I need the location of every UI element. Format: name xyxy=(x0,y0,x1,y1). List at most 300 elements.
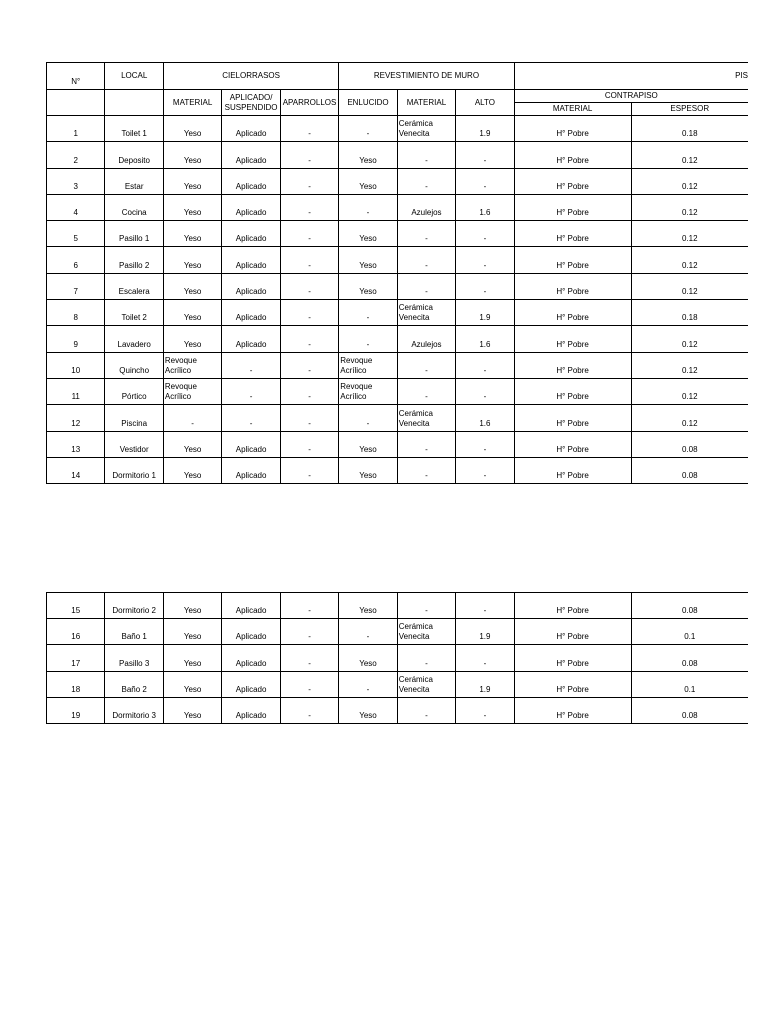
cell-text: - xyxy=(366,684,370,694)
cell-local: Cocina xyxy=(105,194,163,220)
cell-no: 6 xyxy=(47,247,105,273)
cell-aparrollos: - xyxy=(280,671,338,697)
header-cp-espesor: ESPESOR xyxy=(631,103,748,116)
cell-local: Lavadero xyxy=(105,326,163,352)
table-row xyxy=(47,431,749,457)
cell-cp-material: H° Pobre xyxy=(514,592,631,618)
cell-text: Revoque xyxy=(340,382,373,392)
cell-aplicado: - xyxy=(222,352,280,378)
cell-text: Venecita xyxy=(398,684,430,694)
cell-cp-espesor: 0.08 xyxy=(631,697,748,723)
cell-enlucido xyxy=(339,326,397,352)
cell-text: Cerámica xyxy=(398,622,433,632)
table-row xyxy=(47,273,749,299)
cell-wall-material xyxy=(397,697,455,723)
cell-aparrollos: - xyxy=(280,194,338,220)
cell-cp-material: H° Pobre xyxy=(514,300,631,326)
cell-cp-espesor: 0.12 xyxy=(631,378,748,404)
cell-wall-material xyxy=(397,592,455,618)
cell-no: 2 xyxy=(47,142,105,168)
cell-wall-material xyxy=(397,300,455,326)
cell-enlucido xyxy=(339,194,397,220)
cell-text: - xyxy=(366,418,370,428)
cell-text: Venecita xyxy=(398,418,430,428)
header-row-1 xyxy=(47,63,749,90)
cell-alto: 1.6 xyxy=(456,194,514,220)
table-row xyxy=(47,300,749,326)
table-body xyxy=(47,63,749,725)
cell-text: Yeso xyxy=(359,711,377,721)
cell-wall-material xyxy=(397,273,455,299)
cell-alto: - xyxy=(456,457,514,483)
cell-aplicado: Aplicado xyxy=(222,326,280,352)
cell-enlucido xyxy=(339,618,397,644)
header-enlucido: ENLUCIDO xyxy=(339,90,397,116)
cell-alto: - xyxy=(456,697,514,723)
cell-cp-espesor: 0.1 xyxy=(631,671,748,697)
cell-alto: - xyxy=(456,247,514,273)
cell-cp-espesor: 0.12 xyxy=(631,247,748,273)
spacer-cell xyxy=(280,724,338,725)
cell-alto: - xyxy=(456,168,514,194)
cell-cp-espesor: 0.12 xyxy=(631,352,748,378)
cell-cp-espesor: 0.18 xyxy=(631,300,748,326)
cell-alto: 1.9 xyxy=(456,300,514,326)
table-row xyxy=(47,168,749,194)
cell-text: - xyxy=(425,365,428,375)
header-cielorrasos: CIELORRASOS xyxy=(163,63,338,90)
cell-text: Revoque xyxy=(164,382,197,392)
cell-wall-material xyxy=(397,168,455,194)
cell-no: 15 xyxy=(47,592,105,618)
table-row xyxy=(47,194,749,220)
cell-cp-material: H° Pobre xyxy=(514,168,631,194)
cell-aplicado: Aplicado xyxy=(222,431,280,457)
cell-ceiling-material xyxy=(163,221,221,247)
table-row xyxy=(47,457,749,483)
cell-enlucido xyxy=(339,221,397,247)
cell-cp-espesor: 0.12 xyxy=(631,142,748,168)
cell-ceiling-material xyxy=(163,300,221,326)
table-row xyxy=(47,142,749,168)
cell-ceiling-material xyxy=(163,671,221,697)
cell-aparrollos: - xyxy=(280,645,338,671)
cell-text: Yeso xyxy=(359,234,377,244)
cell-cp-espesor: 0.12 xyxy=(631,194,748,220)
gap-cell xyxy=(47,484,749,592)
cell-wall-material xyxy=(397,378,455,404)
header-local-blank xyxy=(105,90,163,116)
cell-text: - xyxy=(425,287,428,297)
cell-cp-material: H° Pobre xyxy=(514,247,631,273)
cell-aplicado: Aplicado xyxy=(222,168,280,194)
cell-local: Pasillo 3 xyxy=(105,645,163,671)
cell-text: Acrílico xyxy=(164,392,192,402)
cell-ceiling-material xyxy=(163,273,221,299)
cell-aparrollos: - xyxy=(280,457,338,483)
cell-enlucido xyxy=(339,352,397,378)
cell-text: Yeso xyxy=(183,234,202,244)
cell-text: Revoque xyxy=(164,355,197,365)
table-row xyxy=(47,405,749,431)
cell-aplicado: Aplicado xyxy=(222,697,280,723)
cell-no: 17 xyxy=(47,645,105,671)
cell-text: Yeso xyxy=(183,605,202,615)
spacer-cell xyxy=(339,724,397,725)
cell-local: Estar xyxy=(105,168,163,194)
cell-cp-espesor: 0.12 xyxy=(631,273,748,299)
cell-ceiling-material xyxy=(163,378,221,404)
spacer-cell xyxy=(47,724,105,725)
header-aparrollos: APARROLLOS xyxy=(280,90,338,116)
cell-aplicado: Aplicado xyxy=(222,142,280,168)
header-no-blank xyxy=(47,90,105,116)
cell-aparrollos: - xyxy=(280,378,338,404)
cell-cp-material: H° Pobre xyxy=(514,618,631,644)
cell-aparrollos: - xyxy=(280,697,338,723)
cell-ceiling-material xyxy=(163,618,221,644)
spreadsheet-page xyxy=(46,62,768,762)
cell-no: 14 xyxy=(47,457,105,483)
cell-local: Baño 2 xyxy=(105,671,163,697)
header-aplicado xyxy=(222,90,280,116)
cell-cp-espesor: 0.18 xyxy=(631,116,748,142)
table-row xyxy=(47,697,749,723)
cell-wall-material xyxy=(397,431,455,457)
cell-aplicado: Aplicado xyxy=(222,592,280,618)
cell-text: Yeso xyxy=(183,287,202,297)
cell-local: Dormitorio 2 xyxy=(105,592,163,618)
cell-aplicado: Aplicado xyxy=(222,116,280,142)
cell-cp-material: H° Pobre xyxy=(514,671,631,697)
cell-alto: - xyxy=(456,645,514,671)
cell-wall-material xyxy=(397,645,455,671)
cell-no: 4 xyxy=(47,194,105,220)
cell-cp-espesor: 0.08 xyxy=(631,645,748,671)
cell-alto: - xyxy=(456,273,514,299)
cell-enlucido xyxy=(339,247,397,273)
cell-enlucido xyxy=(339,116,397,142)
cell-cp-espesor: 0.12 xyxy=(631,326,748,352)
table-row xyxy=(47,671,749,697)
cell-text: - xyxy=(366,339,370,349)
cell-aplicado: Aplicado xyxy=(222,194,280,220)
cell-alto: 1.9 xyxy=(456,116,514,142)
cell-aparrollos: - xyxy=(280,221,338,247)
finishes-table xyxy=(46,62,748,724)
cell-aparrollos: - xyxy=(280,300,338,326)
cell-wall-material xyxy=(397,671,455,697)
cell-text: - xyxy=(366,208,370,218)
cell-ceiling-material xyxy=(163,142,221,168)
table-row xyxy=(47,221,749,247)
cell-alto: 1.6 xyxy=(456,326,514,352)
cell-aplicado: Aplicado xyxy=(222,645,280,671)
cell-no: 13 xyxy=(47,431,105,457)
cell-cp-material: H° Pobre xyxy=(514,697,631,723)
cell-text: Yeso xyxy=(359,471,377,481)
cell-local: Deposito xyxy=(105,142,163,168)
cell-text: Acrílico xyxy=(340,392,367,402)
cell-text: Yeso xyxy=(183,313,202,323)
page-gap xyxy=(47,484,749,592)
table-row xyxy=(47,645,749,671)
cell-aplicado: Aplicado xyxy=(222,300,280,326)
cell-local: Piscina xyxy=(105,405,163,431)
cell-local: Vestidor xyxy=(105,431,163,457)
cell-no: 10 xyxy=(47,352,105,378)
cell-enlucido xyxy=(339,273,397,299)
cell-no: 11 xyxy=(47,378,105,404)
cell-local: Pasillo 2 xyxy=(105,247,163,273)
table-row xyxy=(47,378,749,404)
cell-aparrollos: - xyxy=(280,592,338,618)
cell-cp-material: H° Pobre xyxy=(514,221,631,247)
cell-enlucido xyxy=(339,671,397,697)
header-cp-material: MATERIAL xyxy=(514,103,631,116)
cell-no: 5 xyxy=(47,221,105,247)
cell-alto: - xyxy=(456,142,514,168)
header-contrapiso: CONTRAPISO xyxy=(514,90,748,103)
cell-alto: 1.6 xyxy=(456,405,514,431)
cell-alto: - xyxy=(456,221,514,247)
header-row-2 xyxy=(47,90,749,103)
cell-cp-material: H° Pobre xyxy=(514,378,631,404)
cell-enlucido xyxy=(339,457,397,483)
cell-ceiling-material xyxy=(163,352,221,378)
cell-enlucido xyxy=(339,378,397,404)
spacer-cell xyxy=(514,724,631,725)
spacer-cell xyxy=(163,724,221,725)
cell-text: Venecita xyxy=(398,313,430,323)
cell-text: Revoque xyxy=(340,355,373,365)
cell-local: Dormitorio 1 xyxy=(105,457,163,483)
cell-text: Yeso xyxy=(183,711,202,721)
cell-local: Pórtico xyxy=(105,378,163,404)
cell-ceiling-material xyxy=(163,645,221,671)
header-revestimiento: REVESTIMIENTO DE MURO xyxy=(339,63,514,90)
cell-enlucido xyxy=(339,697,397,723)
cell-no: 18 xyxy=(47,671,105,697)
cell-alto: - xyxy=(456,378,514,404)
spacer-cell xyxy=(105,724,163,725)
cell-alto: - xyxy=(456,431,514,457)
cell-ceiling-material xyxy=(163,405,221,431)
cell-text: Azulejos xyxy=(411,208,442,218)
cell-text: - xyxy=(425,444,428,454)
cell-text: - xyxy=(425,658,428,668)
cell-ceiling-material xyxy=(163,457,221,483)
cell-text: Yeso xyxy=(183,632,202,642)
cell-cp-espesor: 0.12 xyxy=(631,168,748,194)
cell-no: 7 xyxy=(47,273,105,299)
cell-cp-espesor: 0.12 xyxy=(631,405,748,431)
cell-ceiling-material xyxy=(163,116,221,142)
cell-ceiling-material xyxy=(163,592,221,618)
table-row xyxy=(47,247,749,273)
cell-no: 19 xyxy=(47,697,105,723)
cell-text: - xyxy=(425,471,428,481)
cell-cp-espesor: 0.08 xyxy=(631,592,748,618)
cell-text: Acrílico xyxy=(340,365,367,375)
cell-text: - xyxy=(366,129,370,139)
cell-cp-material: H° Pobre xyxy=(514,457,631,483)
cell-cp-material: H° Pobre xyxy=(514,116,631,142)
cell-text: Yeso xyxy=(359,658,377,668)
cell-text: Yeso xyxy=(359,444,377,454)
spacer-cell xyxy=(456,724,514,725)
cell-ceiling-material xyxy=(163,194,221,220)
cell-enlucido xyxy=(339,645,397,671)
cell-no: 12 xyxy=(47,405,105,431)
cell-wall-material xyxy=(397,221,455,247)
cell-text: Acrílico xyxy=(164,365,192,375)
cell-aparrollos: - xyxy=(280,247,338,273)
spacer-cell xyxy=(397,724,455,725)
cell-local: Baño 1 xyxy=(105,618,163,644)
cell-wall-material xyxy=(397,247,455,273)
cell-text: - xyxy=(191,418,194,428)
cell-text: Yeso xyxy=(183,658,202,668)
table-row xyxy=(47,618,749,644)
cell-no: 3 xyxy=(47,168,105,194)
cell-aplicado: - xyxy=(222,405,280,431)
cell-aplicado: Aplicado xyxy=(222,618,280,644)
cell-text: Cerámica xyxy=(398,303,433,313)
cell-ceiling-material xyxy=(163,326,221,352)
header-aplicado-line2: SUSPENDIDO xyxy=(224,102,278,112)
cell-local: Toilet 1 xyxy=(105,116,163,142)
cell-cp-espesor: 0.08 xyxy=(631,457,748,483)
cell-cp-material: H° Pobre xyxy=(514,273,631,299)
cell-text: - xyxy=(425,392,428,402)
cell-enlucido xyxy=(339,142,397,168)
cell-text: Venecita xyxy=(398,129,430,139)
cell-aplicado: - xyxy=(222,378,280,404)
cell-text: Yeso xyxy=(359,287,377,297)
header-aplicado-line1: APLICADO/ xyxy=(229,92,273,102)
cell-text: Yeso xyxy=(183,129,202,139)
cell-text: - xyxy=(425,181,428,191)
cell-aparrollos: - xyxy=(280,352,338,378)
cell-ceiling-material xyxy=(163,697,221,723)
cell-wall-material xyxy=(397,142,455,168)
cell-cp-material: H° Pobre xyxy=(514,352,631,378)
cell-aplicado: Aplicado xyxy=(222,247,280,273)
cell-alto: 1.9 xyxy=(456,618,514,644)
cell-text: Yeso xyxy=(183,444,202,454)
cell-wall-material xyxy=(397,116,455,142)
cell-local: Dormitorio 3 xyxy=(105,697,163,723)
cell-aplicado: Aplicado xyxy=(222,221,280,247)
cell-no: 1 xyxy=(47,116,105,142)
cell-text: Cerámica xyxy=(398,408,433,418)
table-row xyxy=(47,592,749,618)
cell-cp-material: H° Pobre xyxy=(514,194,631,220)
spacer-cell xyxy=(631,724,748,725)
cell-text: - xyxy=(366,313,370,323)
cell-alto: - xyxy=(456,592,514,618)
cell-enlucido xyxy=(339,168,397,194)
cell-aplicado: Aplicado xyxy=(222,273,280,299)
cell-cp-espesor: 0.12 xyxy=(631,221,748,247)
cell-text: - xyxy=(425,711,428,721)
cell-wall-material xyxy=(397,618,455,644)
cell-aplicado: Aplicado xyxy=(222,457,280,483)
cell-text: - xyxy=(425,155,428,165)
header-pisos: PIS xyxy=(514,63,748,90)
cell-aparrollos: - xyxy=(280,116,338,142)
cell-text: - xyxy=(425,260,428,270)
spacer-cell xyxy=(222,724,280,725)
cell-ceiling-material xyxy=(163,431,221,457)
cell-ceiling-material xyxy=(163,247,221,273)
cell-local: Pasillo 1 xyxy=(105,221,163,247)
cell-text: - xyxy=(425,605,428,615)
cell-text: Yeso xyxy=(359,605,377,615)
cell-aparrollos: - xyxy=(280,142,338,168)
header-rev-material: MATERIAL xyxy=(397,90,455,116)
cell-aparrollos: - xyxy=(280,405,338,431)
cell-cp-material: H° Pobre xyxy=(514,405,631,431)
cell-aparrollos: - xyxy=(280,326,338,352)
cell-no: 8 xyxy=(47,300,105,326)
cell-text: Yeso xyxy=(183,260,202,270)
cell-cp-material: H° Pobre xyxy=(514,645,631,671)
cell-text: Yeso xyxy=(183,339,202,349)
header-alto: ALTO xyxy=(456,90,514,116)
cell-enlucido xyxy=(339,592,397,618)
cell-wall-material xyxy=(397,457,455,483)
cell-aparrollos: - xyxy=(280,273,338,299)
header-local: LOCAL xyxy=(105,63,163,90)
header-material: MATERIAL xyxy=(163,90,221,116)
header-no: N° xyxy=(47,63,105,90)
cell-text: Yeso xyxy=(183,471,202,481)
cell-aplicado: Aplicado xyxy=(222,671,280,697)
cell-cp-material: H° Pobre xyxy=(514,142,631,168)
group-end-line xyxy=(47,724,749,725)
cell-text: - xyxy=(366,632,370,642)
cell-text: Yeso xyxy=(359,181,377,191)
cell-text: Yeso xyxy=(183,181,202,191)
cell-alto: - xyxy=(456,352,514,378)
cell-text: Venecita xyxy=(398,632,430,642)
cell-text: Yeso xyxy=(183,155,202,165)
cell-enlucido xyxy=(339,431,397,457)
cell-text: Cerámica xyxy=(398,119,433,129)
cell-text: - xyxy=(425,234,428,244)
cell-text: Yeso xyxy=(359,155,377,165)
cell-aparrollos: - xyxy=(280,431,338,457)
cell-wall-material xyxy=(397,352,455,378)
cell-aparrollos: - xyxy=(280,618,338,644)
cell-text: Azulejos xyxy=(411,339,442,349)
cell-no: 16 xyxy=(47,618,105,644)
cell-local: Toilet 2 xyxy=(105,300,163,326)
table-row xyxy=(47,116,749,142)
cell-cp-material: H° Pobre xyxy=(514,431,631,457)
cell-text: Yeso xyxy=(183,684,202,694)
table-row xyxy=(47,352,749,378)
cell-local: Quincho xyxy=(105,352,163,378)
cell-enlucido xyxy=(339,300,397,326)
cell-no: 9 xyxy=(47,326,105,352)
cell-text: Yeso xyxy=(183,208,202,218)
cell-wall-material xyxy=(397,194,455,220)
cell-cp-material: H° Pobre xyxy=(514,326,631,352)
cell-enlucido xyxy=(339,405,397,431)
